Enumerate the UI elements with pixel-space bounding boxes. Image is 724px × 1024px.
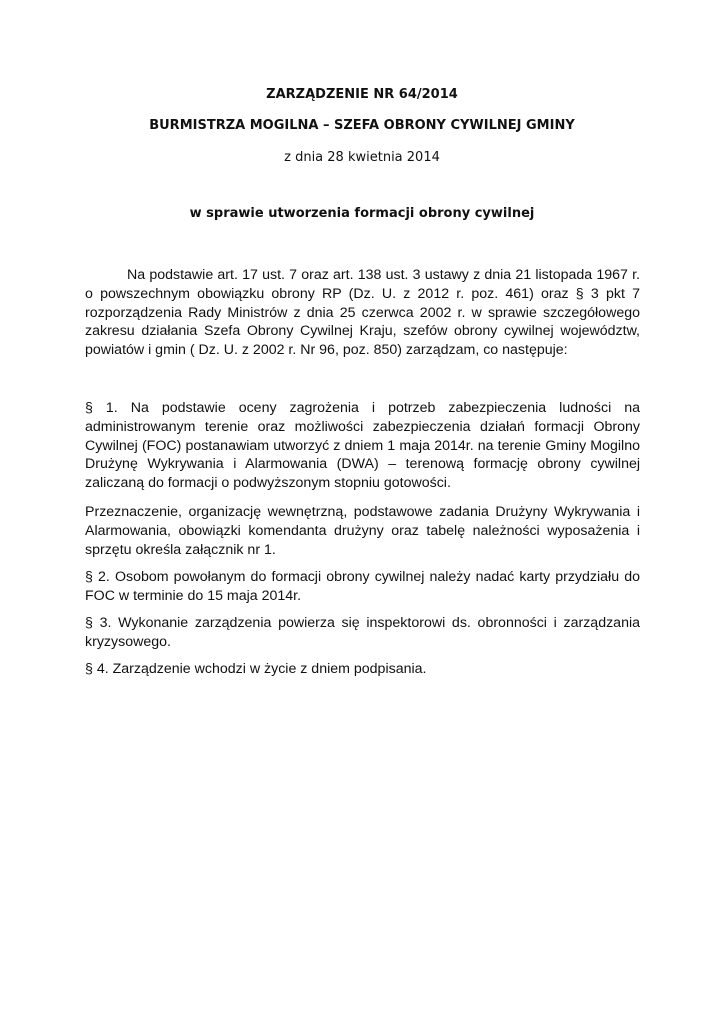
paragraph-section-2: § 2. Osobom powołanym do formacji obrony cywilnej należy nadać karty przydziału do FOC w terminie do 15 maja 2014r. [85,569,640,604]
document-date: z dnia 28 kwietnia 2014 [284,150,440,165]
preamble-paragraph: Na podstawie art. 17 ust. 7 oraz art. 138 ust. 3 ustawy z dnia 21 listopada 1967 r. o powszechnym obowiązku obrony RP (Dz. U. z 2012 r. poz. 461) oraz § 3 pkt 7 rozporządzenia Rady Ministrów z dnia 25 czerwca 2002 r. w sprawie szczegółowego zakresu działania Szefa Obrony Cywilnej Kraju, szefów obrony cywilnej województw, powiatów i gmin ( Dz. U. z 2002 r. Nr 96, poz. 850) zarządzam, co następuje: [85,267,640,359]
paragraph-section-3: § 3. Wykonanie zarządzenia powierza się inspektorowi ds. obronności i zarządzania kryzysowego. [85,615,640,650]
paragraph-section-4: § 4. Zarządzenie wchodzi w życie z dniem podpisania. [85,661,427,677]
document-title: ZARZĄDZENIE NR 64/2014 [266,87,458,102]
document-authority: BURMISTRZA MOGILNA – SZEFA OBRONY CYWILNEJ GMINY [149,118,575,133]
paragraph-section-1-continuation: Przeznaczenie, organizację wewnętrzną, podstawowe zadania Drużyny Wykrywania i Alarmowania, obowiązki komendanta drużyny oraz tabelę należności wyposażenia i sprzętu określa załącznik nr 1. [85,504,640,558]
paragraph-section-1: § 1. Na podstawie oceny zagrożenia i potrzeb zabezpieczenia ludności na administrowanym terenie oraz możliwości zabezpieczenia działań formacji Obrony Cywilnej (FOC) postanawiam utworzyć z dniem 1 maja 2014r. na terenie Gminy Mogilno Drużynę Wykrywania i Alarmowania (DWA) – terenową formację obrony cywilnej zaliczaną do formacji o podwyższonym stopniu gotowości. [85,400,640,492]
document-subject: w sprawie utworzenia formacji obrony cywilnej [189,206,535,221]
